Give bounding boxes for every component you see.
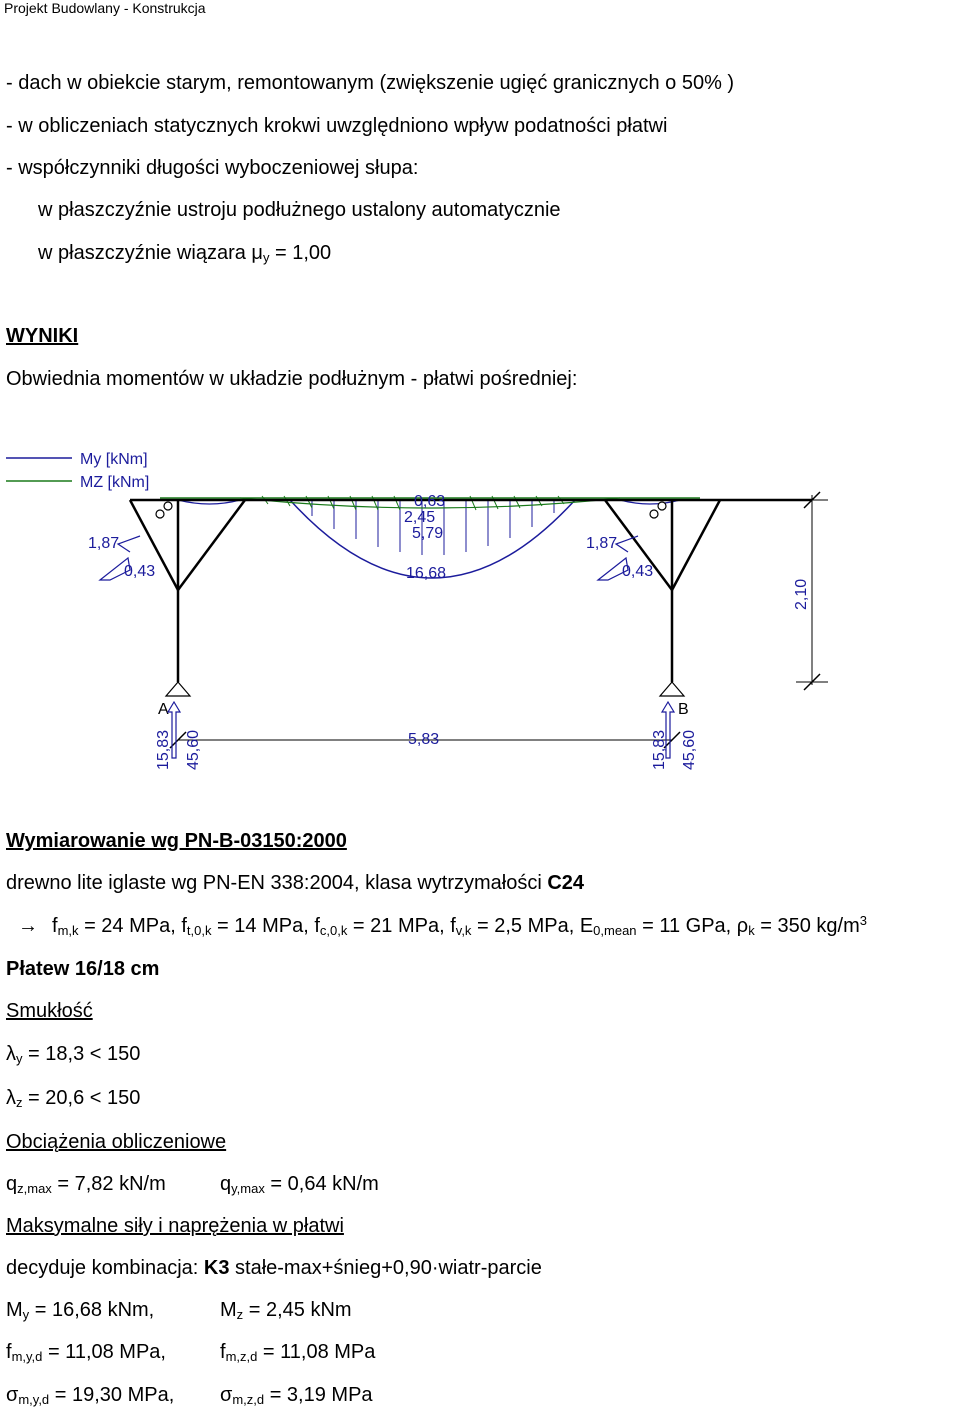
mu-line: w płaszczyźnie wiązara $\mu_y = 1,00$ (38, 242, 332, 265)
loads-heading: Obciążenia obliczeniowe (6, 1131, 227, 1153)
mz-value: $M_z = 2,45$ kNm (220, 1299, 352, 1322)
support-a (166, 682, 190, 696)
support-b-label: B (678, 701, 689, 718)
material-line: drewno lite iglaste wg PN-EN 338:2004, klasa wytrzymałości C24 (6, 872, 585, 894)
intro-line-3: - współczynniki długości wyboczeniowej słupa: (6, 157, 419, 179)
mu-symbol: μ (251, 242, 263, 264)
label-left-mz: 0,43 (124, 563, 156, 580)
support-b (660, 682, 684, 696)
hinge-left (164, 502, 172, 510)
legend-mz: MZ [kNm] (80, 474, 150, 491)
legend-my: My [kNm] (80, 451, 148, 468)
sigma-mzd-value: $\sigma_{m,z,d} = 3,19$ MPa (220, 1384, 373, 1407)
intro-line-2: - w obliczeniach statycznych krokwi uwzględniono wpływ podatności płatwi (6, 115, 668, 137)
purlin-heading: Płatew 16/18 cm (6, 958, 160, 980)
lambda-z: $\lambda_z = 20,6 < 150$ (6, 1087, 141, 1110)
label-height: 2,10 (793, 578, 810, 610)
label-mid-my-small: 5,79 (412, 525, 444, 542)
sigma-myd-value: $\sigma_{m,y,d} = 19,30$ MPa, (6, 1384, 175, 1407)
label-reaction-a-h: 15,83 (155, 729, 172, 770)
forces-heading: Maksymalne siły i naprężenia w płatwi (6, 1215, 344, 1237)
intro-line-4: w płaszczyźnie ustroju podłużnego ustalony automatycznie (38, 199, 561, 221)
arrow-right-icon: → (18, 915, 38, 937)
label-mid-mz-top: 0,63 (414, 493, 446, 510)
page-header: Projekt Budowlany - Konstrukcja (4, 0, 206, 16)
label-reaction-b-v: 45,60 (681, 729, 698, 770)
slenderness-heading: Smukłość (6, 1000, 93, 1022)
design-heading: Wymiarowanie wg PN-B-03150:2000 (6, 830, 347, 852)
qz-value: $q_{z,max} = 7,82$ kN/m (6, 1173, 166, 1196)
lambda-y: $\lambda_y = 18,3 < 150$ (6, 1043, 141, 1066)
results-heading: WYNIKI (6, 325, 79, 347)
label-right-my: 1,87 (586, 535, 618, 552)
label-left-my: 1,87 (88, 535, 120, 552)
intro-line-1: - dach w obiekcie starym, remontowanym (zwiększenie ugięć granicznych o 50% ) (6, 72, 735, 94)
label-reaction-a-v: 45,60 (185, 729, 202, 770)
support-a-label: A (158, 701, 169, 718)
combination-line: decyduje kombinacja: K3 stałe-max+śnieg+0,90·wiatr-parcie (6, 1257, 542, 1279)
label-mid-my: 16,68 (406, 565, 447, 582)
label-mid-mz: 2,45 (404, 509, 436, 526)
hinge-right (658, 502, 666, 510)
fmyd-value: $f_{m,y,d} = 11,08$ MPa, (6, 1341, 166, 1364)
moment-diagram (0, 440, 960, 830)
label-right-mz: 0,43 (622, 563, 654, 580)
qy-value: $q_{y,max} = 0,64$ kN/m (220, 1173, 379, 1196)
label-reaction-b-h: 15,83 (651, 729, 668, 770)
frame (130, 500, 812, 682)
fmzd-value: $f_{m,z,d} = 11,08$ MPa (220, 1341, 376, 1364)
my-value: $M_y = 16,68$ kNm, (6, 1299, 155, 1322)
label-span: 5,83 (408, 731, 440, 748)
material-properties: → $f_{m,k} = 24$ MPa, $f_{t,0,k} = 14$ MPa, $f_{c,0,k} = 21$ MPa, $f_{v,k} = 2,5$ MPa, $E_{0,mean} = 11$ GPa, $\rho_k = 350$ $kg/m^3$ (18, 913, 867, 938)
envelope-title: Obwiednia momentów w układzie podłużnym - płatwi pośredniej: (6, 368, 578, 390)
